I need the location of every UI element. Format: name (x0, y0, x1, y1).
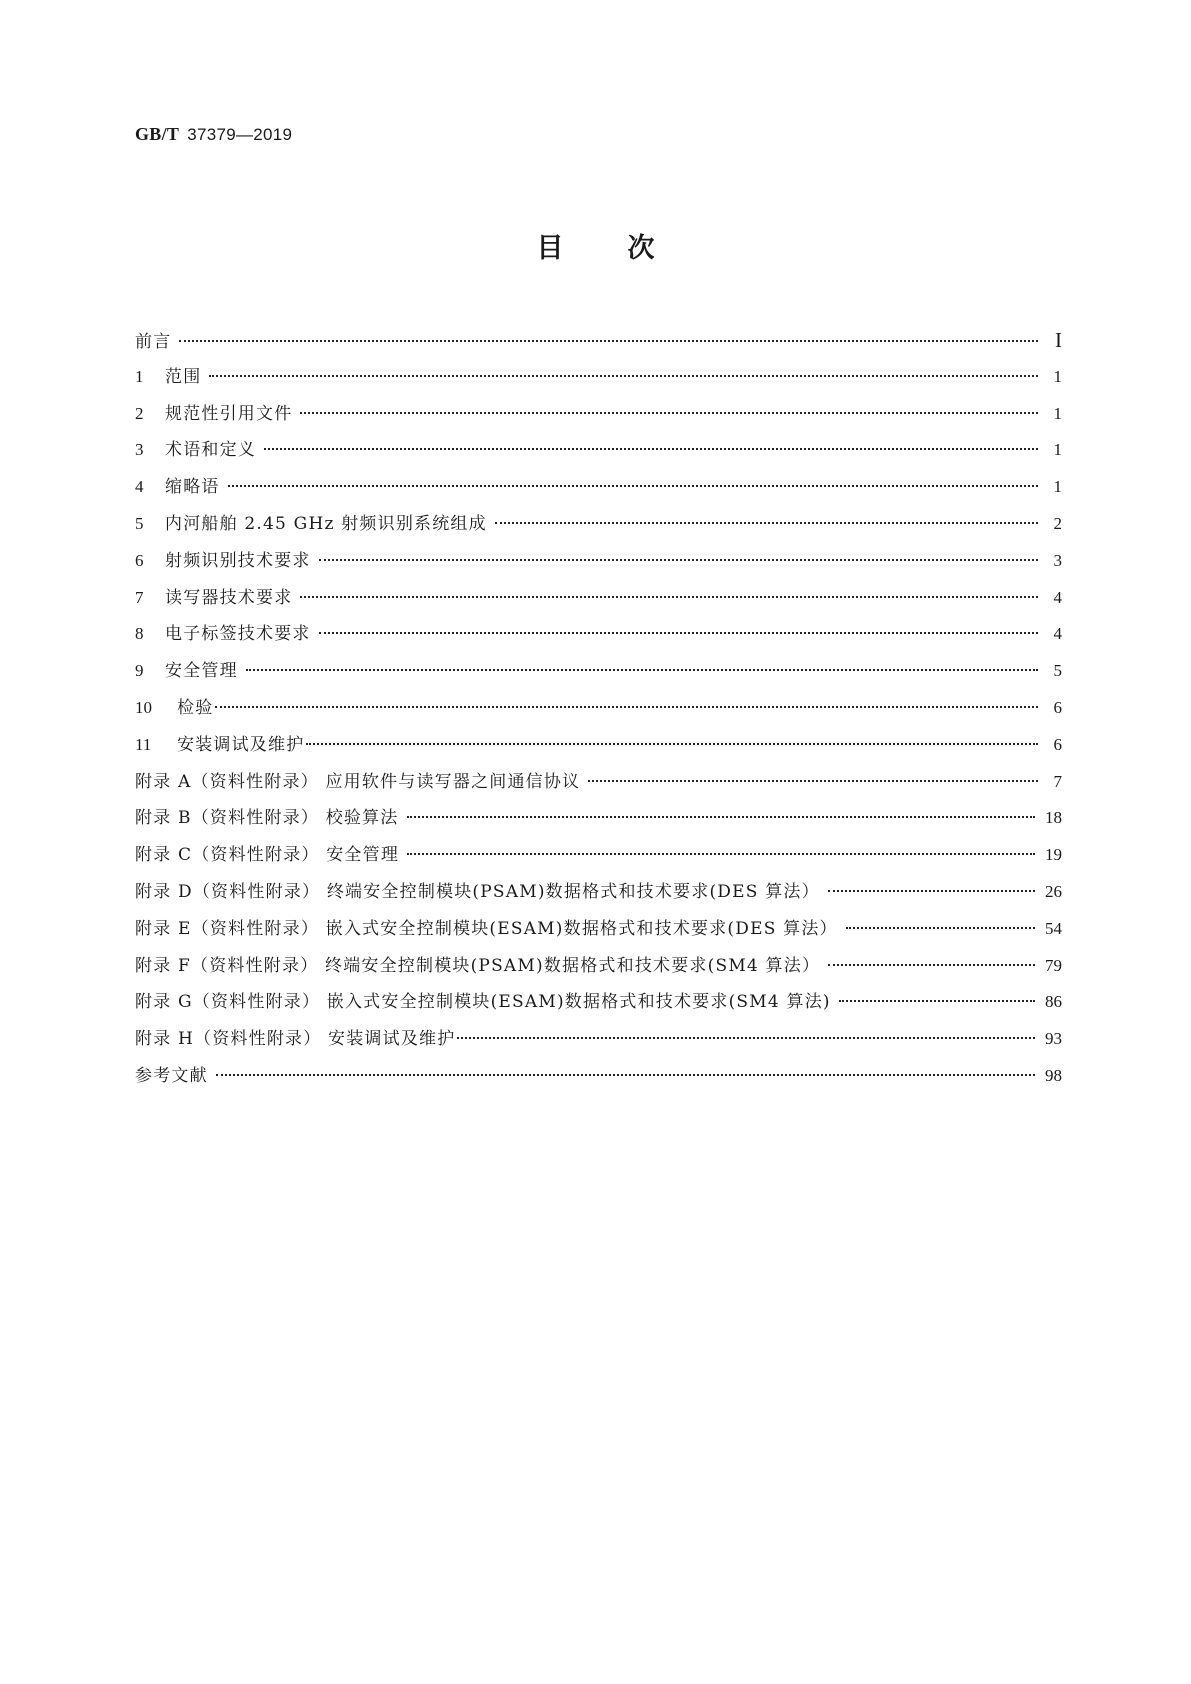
toc-entry-number: 4 (135, 477, 144, 497)
toc-entry-label: 参考文献 (135, 1065, 208, 1086)
toc-entry-number: 7 (135, 587, 144, 607)
leader-dots (215, 706, 1038, 708)
toc-entry-label: 附录 E（资料性附录） 嵌入式安全控制模块(ESAM)数据格式和技术要求(DES 算法） (135, 918, 838, 939)
toc-entry-label: 检验 (177, 697, 214, 718)
title-char-1: 目 (536, 233, 564, 264)
toc-entry-page: 7 (1053, 771, 1062, 791)
leader-dots (264, 448, 1038, 450)
leader-dots (209, 375, 1038, 377)
standard-number: 37379—2019 (187, 125, 293, 144)
toc-entry-annex-c[interactable] (135, 842, 1062, 879)
leader-dots (407, 853, 1035, 855)
toc-entry-label: 缩略语 (165, 477, 220, 498)
toc-entry-9[interactable] (135, 658, 1062, 695)
toc-entry-label: 术语和定义 (165, 440, 256, 461)
toc-entry-label: 附录 D（资料性附录） 终端安全控制模块(PSAM)数据格式和技术要求(DES 算法） (135, 881, 820, 902)
leader-dots (407, 816, 1036, 818)
toc-entry-page: 93 (1045, 1029, 1062, 1049)
toc-entry-number: 1 (135, 366, 144, 386)
toc-entry-number: 9 (135, 661, 144, 681)
toc-entry-number: 8 (135, 624, 144, 644)
toc-entry-number: 2 (135, 403, 144, 423)
toc-entry-6[interactable] (135, 548, 1062, 585)
toc-entry-annex-a[interactable] (135, 769, 1062, 806)
toc-entry-number: 6 (135, 550, 144, 570)
toc-entry-8[interactable] (135, 621, 1062, 658)
toc-entry-7[interactable] (135, 585, 1062, 622)
leader-dots (495, 522, 1038, 524)
leader-dots (179, 340, 1038, 342)
toc-entry-page: 79 (1045, 955, 1062, 975)
toc-entry-page: 1 (1053, 440, 1062, 460)
toc-entry-label: 附录 B（资料性附录） 校验算法 (135, 808, 399, 829)
leader-dots (300, 412, 1038, 414)
leader-dots (228, 485, 1038, 487)
toc-entry-annex-e[interactable] (135, 916, 1062, 953)
toc-entry-label: 附录 F（资料性附录） 终端安全控制模块(PSAM)数据格式和技术要求(SM4 算法） (135, 955, 821, 976)
leader-dots (588, 780, 1038, 782)
toc-entry-page: 5 (1053, 661, 1062, 681)
toc-entry-page: 54 (1045, 918, 1062, 938)
standard-number-header (135, 124, 292, 145)
standard-code: GB/T (135, 124, 180, 144)
toc-entry-foreword[interactable] (135, 327, 1062, 364)
toc-entry-1[interactable] (135, 364, 1062, 401)
leader-dots (839, 1000, 1035, 1002)
toc-entry-label: 规范性引用文件 (165, 403, 293, 424)
toc-entry-label: 附录 G（资料性附录） 嵌入式安全控制模块(ESAM)数据格式和技术要求(SM4 算法) (135, 992, 831, 1013)
toc-entry-page: I (1055, 328, 1062, 352)
leader-dots (319, 559, 1038, 561)
toc-entry-page: 6 (1053, 697, 1062, 717)
toc-entry-4[interactable] (135, 474, 1062, 511)
toc-entry-annex-b[interactable] (135, 805, 1062, 842)
table-of-contents (135, 327, 1062, 1100)
toc-entry-page: 1 (1053, 366, 1062, 386)
leader-dots (828, 964, 1035, 966)
toc-entry-label: 读写器技术要求 (165, 587, 293, 608)
toc-entry-10[interactable] (135, 695, 1062, 732)
toc-entry-number: 5 (135, 513, 144, 533)
toc-entry-page: 2 (1053, 513, 1062, 533)
page-title (0, 226, 1191, 265)
toc-entry-page: 4 (1053, 587, 1062, 607)
toc-entry-number: 11 (135, 734, 152, 754)
leader-dots (457, 1037, 1035, 1039)
toc-entry-annex-d[interactable] (135, 879, 1062, 916)
toc-entry-page: 19 (1045, 845, 1062, 865)
leader-dots (846, 927, 1035, 929)
toc-entry-page: 26 (1045, 881, 1062, 901)
toc-entry-annex-h[interactable] (135, 1026, 1062, 1063)
toc-entry-page: 98 (1045, 1065, 1062, 1085)
toc-entry-label: 安装调试及维护 (177, 734, 305, 755)
toc-entry-2[interactable] (135, 401, 1062, 438)
toc-entry-number: 10 (135, 697, 152, 717)
toc-entry-page: 1 (1053, 403, 1062, 423)
toc-entry-5[interactable] (135, 511, 1062, 548)
toc-entry-page: 3 (1053, 550, 1062, 570)
toc-entry-label: 射频识别技术要求 (165, 550, 311, 571)
toc-entry-3[interactable] (135, 437, 1062, 474)
leader-dots (246, 669, 1038, 671)
toc-entry-page: 6 (1053, 734, 1062, 754)
toc-entry-label: 电子标签技术要求 (165, 624, 311, 645)
toc-entry-page: 1 (1053, 477, 1062, 497)
title-char-2: 次 (627, 233, 655, 264)
toc-entry-annex-f[interactable] (135, 953, 1062, 990)
toc-entry-label: 附录 A（资料性附录） 应用软件与读写器之间通信协议 (135, 771, 581, 792)
toc-entry-bibliography[interactable] (135, 1063, 1062, 1100)
toc-entry-label: 附录 C（资料性附录） 安全管理 (135, 845, 400, 866)
leader-dots (319, 632, 1038, 634)
toc-entry-page: 86 (1045, 992, 1062, 1012)
leader-dots (828, 890, 1035, 892)
toc-entry-label: 内河船舶 2.45 GHz 射频识别系统组成 (165, 513, 487, 534)
toc-entry-label: 前言 (135, 332, 172, 352)
toc-entry-number: 3 (135, 440, 144, 460)
toc-entry-11[interactable] (135, 732, 1062, 769)
toc-entry-label: 安全管理 (165, 661, 238, 682)
leader-dots (300, 596, 1038, 598)
leader-dots (306, 743, 1038, 745)
toc-entry-page: 4 (1053, 624, 1062, 644)
toc-entry-annex-g[interactable] (135, 989, 1062, 1026)
toc-entry-page: 18 (1045, 808, 1062, 828)
toc-entry-label: 范围 (165, 366, 202, 387)
toc-entry-label: 附录 H（资料性附录） 安装调试及维护 (135, 1029, 456, 1050)
leader-dots (216, 1074, 1035, 1076)
